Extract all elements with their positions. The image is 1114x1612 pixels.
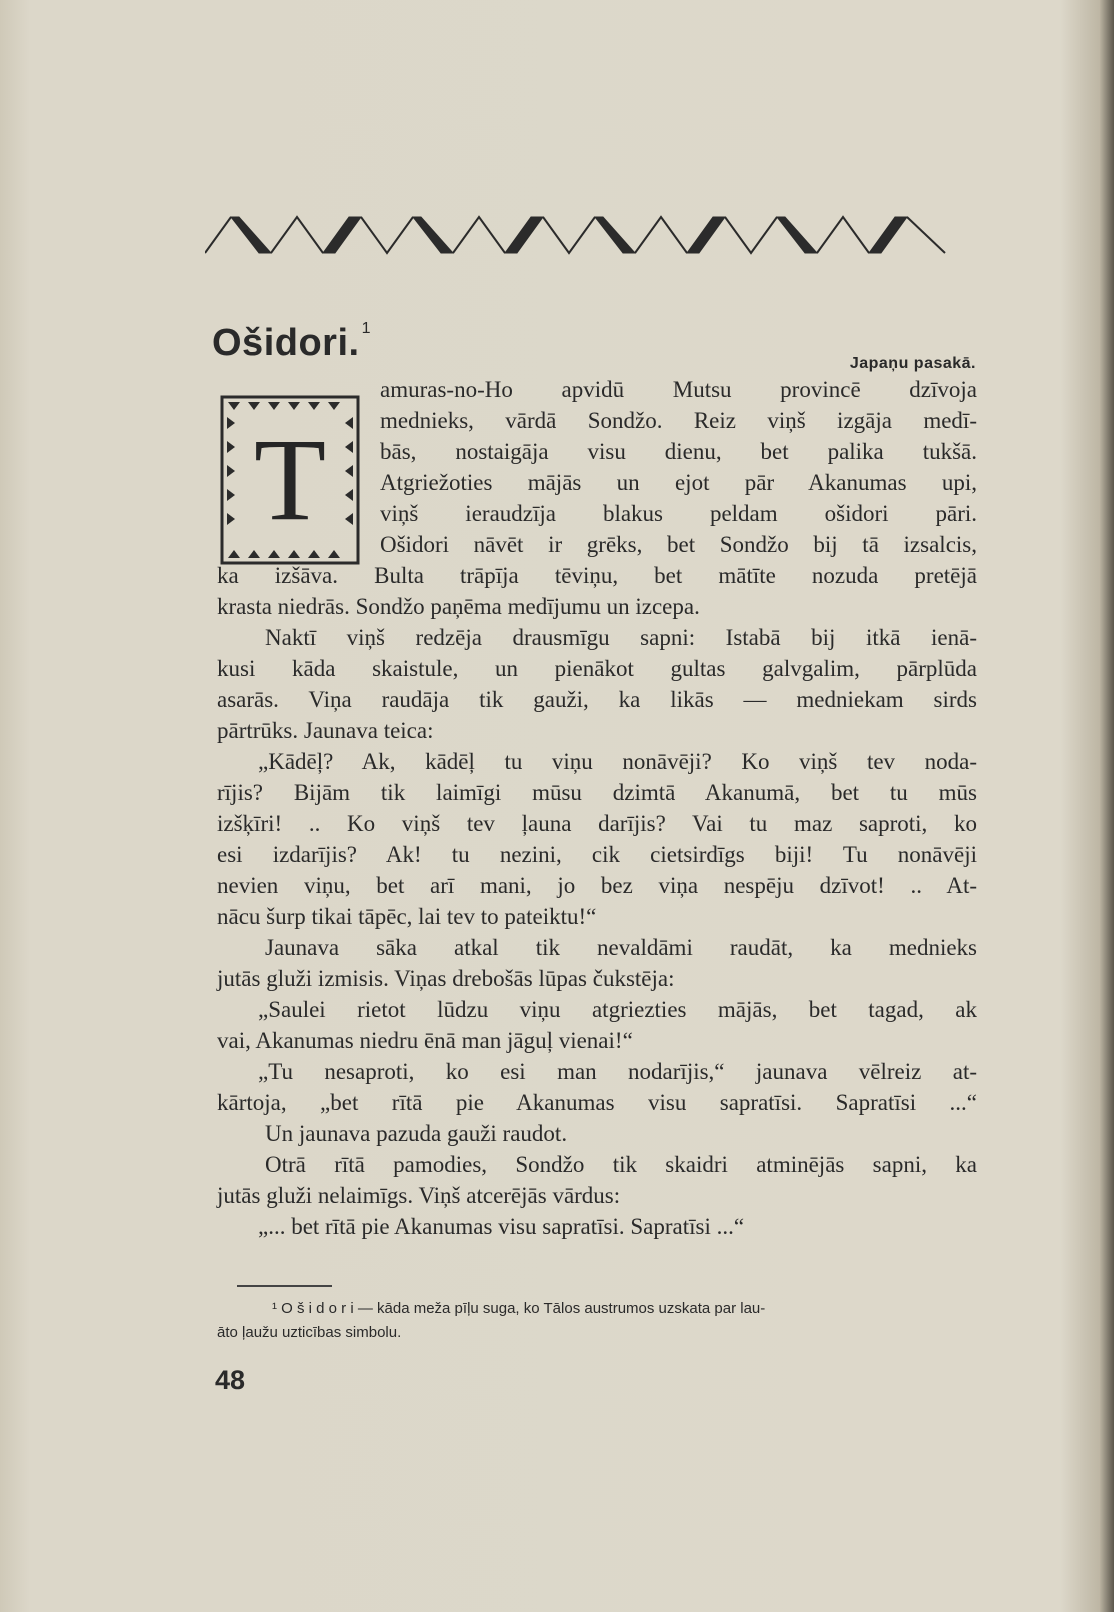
text-line: esi izdarījis? Ak! tu nezini, cik cietsirdīgs biji! Tu nonāvēji	[217, 842, 977, 867]
text-line: vai, Akanumas niedru ēnā man jāguļ vienai!“	[217, 1028, 633, 1053]
text-line: izšķīri! .. Ko viņš tev ļauna darījis? Vai tu maz saproti, ko	[217, 811, 977, 836]
text-line: asarās. Viņa raudāja tik gauži, ka likās — medniekam sirds	[217, 687, 977, 712]
text-line: ka izšāva. Bulta trāpīja tēviņu, bet mātīte nozuda pretējā	[217, 563, 977, 588]
text-line: nācu šurp tikai tāpēc, lai tev to pateiktu!“	[217, 904, 597, 929]
footnote-line: āto ļaužu uzticības simbolu.	[217, 1324, 402, 1341]
text-line: Atgriežoties mājās un ejot pār Akanumas upi,	[380, 470, 977, 495]
text-line: jutās gluži izmisis. Viņas drebošās lūpas čukstēja:	[217, 966, 675, 991]
text-line: bās, nostaigāja visu dienu, bet palika tukšā.	[380, 439, 977, 464]
drop-cap-letter: T	[253, 414, 327, 545]
drop-cap	[220, 395, 360, 565]
text-line: „... bet rītā pie Akanumas visu sapratīsi. Sapratīsi ...“	[258, 1214, 745, 1239]
text-line: Ošidori nāvēt ir grēks, bet Sondžo bij tā izsalcis,	[380, 532, 977, 557]
story-title: Ošidori. $^1$	[212, 320, 371, 364]
text-line: krasta niedrās. Sondžo paņēma medījumu un izcepa.	[217, 594, 700, 619]
page-edge	[1100, 0, 1114, 1612]
story-subtitle: Japaņu pasakā.	[849, 355, 976, 372]
text-line: amuras-no-Ho apvidū Mutsu provincē dzīvoja	[380, 377, 977, 402]
page-number: 48	[215, 1365, 246, 1395]
text-line: Naktī viņš redzēja drausmīgu sapni: Istabā bij itkā ienā-	[265, 625, 977, 650]
zigzag-ornament	[205, 215, 975, 255]
text-line: Otrā rītā pamodies, Sondžo tik skaidri atminējās sapni, ka	[265, 1152, 977, 1177]
text-line: mednieks, vārdā Sondžo. Reiz viņš izgāja medī-	[380, 408, 977, 433]
text-line: kusi kāda skaistule, un pienākot gultas galvgalim, pārplūda	[217, 656, 977, 681]
text-line: jutās gluži nelaimīgs. Viņš atcerējās vārdus:	[217, 1183, 621, 1208]
footnote-line: ¹ O š i d o r i — kāda meža pīļu suga, ko Tālos austrumos uzskata par lau-	[272, 1300, 766, 1317]
text-line: „Saulei rietot lūdzu viņu atgriezties mājās, bet tagad, ak	[258, 997, 977, 1022]
text-line: pārtrūks. Jaunava teica:	[217, 718, 434, 743]
footnote-divider	[237, 1285, 332, 1287]
text-line: nevien viņu, bet arī mani, jo bez viņa nespēju dzīvot! .. At-	[217, 873, 977, 898]
text-line: Un jaunava pazuda gauži raudot.	[265, 1121, 568, 1146]
text-line: „Kādēļ? Ak, kādēļ tu viņu nonāvēji? Ko viņš tev noda-	[258, 749, 977, 774]
text-line: rījis? Bijām tik laimīgi mūsu dzimtā Akanumā, bet tu mūs	[217, 780, 977, 805]
text-line: Jaunava sāka atkal tik nevaldāmi raudāt, ka mednieks	[265, 935, 977, 960]
title-footnote-mark: 1	[361, 320, 371, 337]
text-line: „Tu nesaproti, ko esi man nodarījis,“ jaunava vēlreiz at-	[258, 1059, 977, 1084]
text-line: viņš ieraudzīja blakus peldam ošidori pāri.	[380, 501, 977, 526]
text-line: kārtoja, „bet rītā pie Akanumas visu sapratīsi. Sapratīsi ...“	[217, 1090, 977, 1115]
